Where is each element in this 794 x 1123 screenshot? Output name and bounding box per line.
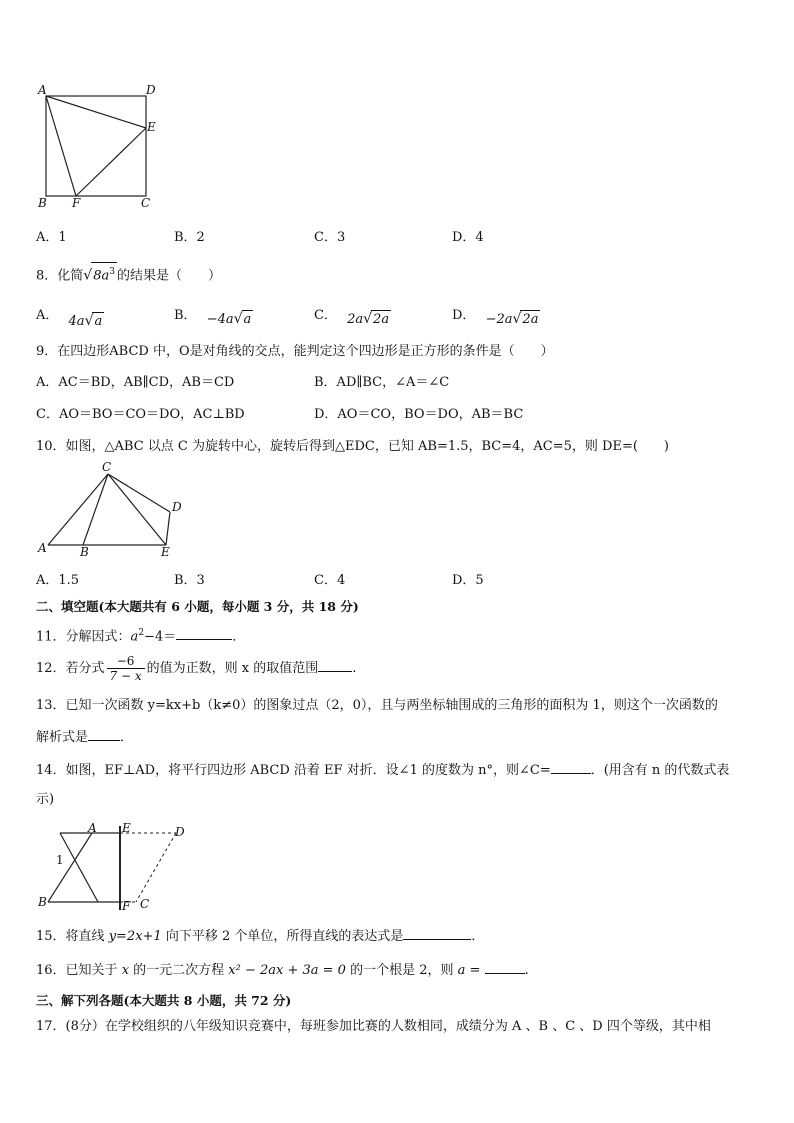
- fig10-label-d: D: [172, 500, 182, 514]
- segment-ce: [108, 474, 166, 545]
- q10-option-c: C．4: [314, 573, 346, 588]
- q12-prefix: 12．若分式: [36, 661, 105, 676]
- q16-prefix: 16．已知关于: [36, 963, 122, 978]
- q12-numerator: −6: [107, 654, 145, 669]
- fig7-label-c: C: [141, 196, 151, 210]
- q8-option-c-radicand: 2a: [373, 312, 390, 327]
- segment-dc-dashed: [136, 833, 176, 902]
- q13-line2-text: 解析式是: [36, 730, 89, 745]
- q14-line2: 示): [36, 792, 55, 807]
- q8-exponent: 3: [109, 267, 115, 277]
- q15-answer-blank[interactable]: [403, 927, 471, 940]
- q15-middle: 向下平移 2 个单位，所得直线的表达式是: [161, 929, 404, 944]
- q8-option-d-coef: −2a: [485, 312, 513, 327]
- q14-line1-b: ．(用含有 n 的代数式表: [590, 763, 730, 778]
- q7-option-c: C．3: [314, 230, 346, 245]
- q13-answer-blank[interactable]: [88, 728, 120, 741]
- fig14-label-angle-1: 1: [56, 853, 64, 867]
- q8-option-b-radicand: a: [243, 312, 252, 327]
- q16-answer-var: a: [457, 963, 466, 978]
- fig14-label-e: E: [122, 821, 131, 835]
- q7-option-b: B．2: [174, 230, 205, 245]
- q12: [36, 651, 356, 687]
- q8-option-d-radicand: 2a: [522, 312, 539, 327]
- segment-ae: [46, 96, 146, 128]
- segment-ab: [48, 833, 92, 902]
- q11-expr-rest: −4＝: [144, 629, 177, 645]
- q7-option-a: A．1: [36, 230, 67, 245]
- q10-option-a: A．1.5: [36, 573, 80, 588]
- q9-option-d: D．AO＝CO，BO＝DO，AB＝BC: [314, 407, 524, 422]
- q9-option-b: B．AD∥BC，∠A＝∠C: [314, 375, 450, 390]
- segment-de: [166, 512, 170, 545]
- q9-option-a: A．AC＝BD，AB∥CD，AB＝CD: [36, 375, 235, 390]
- q14-line1: [36, 761, 729, 780]
- q10-option-b: B．3: [174, 573, 205, 588]
- q8-stem-prefix: 8．化简: [36, 268, 84, 284]
- q8-option-b-coef: −4a: [206, 312, 234, 327]
- q11-exponent: 2: [138, 628, 145, 638]
- q8-option-c: C． 2a√2a: [314, 308, 390, 327]
- q15: [36, 927, 484, 946]
- segment-cd: [108, 474, 170, 512]
- section-2-heading: 二、填空题(本大题共有 6 小题，每小题 3 分，共 18 分): [36, 599, 359, 614]
- q16-equation: x² − 2ax + 3a = 0: [228, 963, 346, 978]
- fig14-label-c: C: [140, 897, 150, 911]
- q13-line2: [36, 728, 133, 747]
- q13-end: ．: [120, 730, 134, 745]
- q16-answer-blank[interactable]: [485, 961, 525, 974]
- q7-option-d: D．4: [452, 230, 484, 245]
- fig14-label-f: F: [122, 899, 131, 913]
- segment-cb: [83, 474, 108, 545]
- q12-denominator: 7 − x: [109, 669, 142, 683]
- q8-option-c-coef: 2a: [347, 312, 364, 327]
- q10-option-d: D．5: [452, 573, 484, 588]
- q8-option-a-coef: 4a: [68, 314, 85, 329]
- q16-var: x: [121, 963, 130, 978]
- fig10-label-c: C: [102, 460, 112, 474]
- segment-diag: [60, 833, 98, 902]
- fig10-label-b: B: [80, 545, 89, 559]
- q8-option-d: D． −2a√2a: [452, 308, 539, 327]
- q13-line1: 13．已知一次函数 y=kx+b（k≠0）的图象过点（2，0），且与两坐标轴围成的三角形的面积为 1，则这个一次函数的: [36, 698, 718, 713]
- q8-option-a-letter: A．: [36, 308, 59, 323]
- fig7-label-e: E: [147, 120, 156, 134]
- q17: 17．(8分）在学校组织的八年级知识竞赛中，每班参加比赛的人数相同，成绩分为 A 、B 、C 、D 四个等级，其中相: [36, 1019, 711, 1034]
- q11-prefix: 11．分解因式：: [36, 629, 131, 645]
- figure-q14: [36, 818, 196, 918]
- q10-stem: 10．如图，△ABC 以点 C 为旋转中心，旋转后得到△EDC，已知 AB=1.5，BC=4，AC=5，则 DE=( ): [36, 439, 669, 454]
- fig14-label-a: A: [88, 821, 97, 835]
- q8-stem: 8．化简$√8a^3$ 的结果是（ ）: [36, 262, 221, 285]
- q8-option-b: B． −4a√a: [174, 308, 252, 327]
- q11-answer-blank[interactable]: [176, 627, 232, 640]
- fig7-label-a: A: [38, 83, 47, 97]
- q12-answer-blank[interactable]: [318, 659, 352, 672]
- q8-option-c-letter: C．: [314, 308, 337, 323]
- q15-end: ．: [471, 929, 485, 944]
- section-3-heading: 三、解下列各题(本大题共 8 小题，共 72 分): [36, 993, 292, 1008]
- fig10-label-e: E: [161, 545, 170, 559]
- q8-option-a: A． 4a√a: [36, 308, 103, 329]
- q9-option-c: C．AO＝BO＝CO＝DO，AC⊥BD: [36, 407, 245, 422]
- segment-ca: [48, 474, 108, 545]
- q8-option-d-letter: D．: [452, 308, 476, 323]
- fig14-label-d: D: [175, 825, 185, 839]
- q11: [36, 624, 245, 646]
- q16-middle: 的一元二次方程: [129, 963, 229, 978]
- q15-prefix: 15．将直线: [36, 929, 109, 944]
- fig7-label-f: F: [72, 196, 81, 210]
- q14-answer-blank[interactable]: [551, 761, 591, 774]
- q11-base: a: [130, 629, 139, 645]
- figure-q10: [36, 460, 196, 570]
- q12-end: .: [352, 661, 357, 676]
- q12-suffix: 的值为正数，则 x 的取值范围: [146, 661, 319, 676]
- q8-radicand: 8a: [93, 268, 110, 284]
- fig14-label-b: B: [38, 895, 47, 909]
- q15-expression: y=2x+1: [108, 929, 162, 944]
- fig10-label-a: A: [38, 541, 47, 555]
- q8-stem-suffix: 的结果是（ ）: [116, 268, 221, 284]
- fig7-label-b: B: [38, 196, 47, 210]
- q8-option-b-letter: B．: [174, 308, 197, 323]
- figure-q7: [36, 82, 166, 212]
- fig7-label-d: D: [146, 83, 156, 97]
- segment-af: [46, 96, 76, 196]
- q11-suffix: ．: [232, 629, 246, 645]
- q16-answer-eq: =: [465, 963, 485, 978]
- figure-q7-lines: [46, 96, 146, 196]
- q14-line1-a: 14．如图，EF⊥AD，将平行四边形 ABCD 沿着 EF 对折．设∠1 的度数为 n°，则∠C=: [36, 763, 551, 778]
- q16-middle2: 的一个根是 2，则: [345, 963, 458, 978]
- q12-fraction: [107, 654, 145, 683]
- q9-stem: 9．在四边形ABCD 中，O是对角线的交点，能判定这个四边形是正方形的条件是（ ）: [36, 344, 554, 359]
- q8-option-a-radicand: a: [94, 314, 103, 329]
- q16-end: .: [524, 963, 529, 978]
- q16: [36, 961, 529, 980]
- segment-fe: [76, 128, 146, 196]
